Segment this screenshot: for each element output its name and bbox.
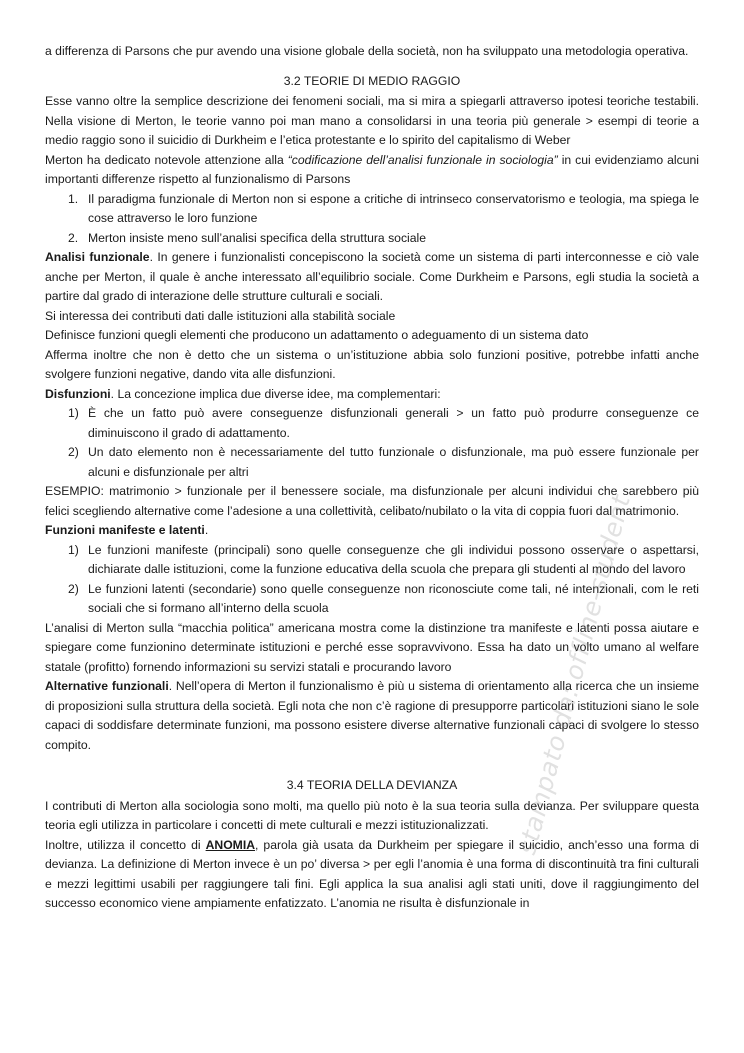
- paragraph-anomia: [45, 836, 699, 914]
- italic-quote: “codificazione dell’analisi funzionale in sociologia”: [287, 152, 558, 167]
- paragraph-analisi-funzionale: [45, 248, 699, 307]
- paragraph-codificazione: [45, 151, 699, 190]
- list-item: [45, 404, 699, 443]
- list-number: 2): [68, 581, 79, 596]
- paragraph-contributi: Si interessa dei contributi dati dalle istituzioni alla stabilità sociale: [45, 308, 396, 323]
- text-run: . In genere i funzionalisti concepiscono la società come un sistema di parti interconnesse e ciò vale anche per Merton, il quale è anche interessato all’equilibrio sociale. Come Durkheim e Parsons, egli studia la società a partire dal grado di interazione delle strutture culturali e sociali.: [45, 250, 700, 303]
- paragraph-devianza: I contributi di Merton alla sociologia sono molti, ma quello più noto è la sua teoria sulla devianza. Per sviluppare questa teoria egli utilizza in particolare i concetti di mete culturali e mezzi istituzionalizzati.: [45, 798, 699, 832]
- underlined-term: ANOMIA: [205, 837, 256, 852]
- list-text: Il paradigma funzionale di Merton non si espone a critiche di intrinseco conservatorismo e teologia, ma spiega le cose attraverso le loro funzione: [88, 191, 699, 225]
- document-page: [45, 42, 699, 914]
- paragraph-funzioni: Definisce funzioni quegli elementi che producono un adattamento o adeguamento di un sistema dato: [45, 328, 589, 342]
- bold-term: Funzioni manifeste e latenti: [45, 523, 205, 537]
- list-differenze: [45, 190, 699, 249]
- paragraph-esempio: ESEMPIO: matrimonio > funzionale per il benessere sociale, ma disfunzionale per alcuni individui che sarebbero più felici scegliendo alternative come l’adesione a una collettività, celibato/nubilato o la vita di coppia fuori dal matrimonio.: [45, 484, 699, 518]
- section-title-3-4: 3.4 TEORIA DELLA DEVIANZA: [286, 778, 458, 792]
- list-disfunzioni: [45, 404, 699, 482]
- text-run: Inoltre, utilizza il concetto di: [45, 837, 206, 852]
- list-text: Le funzioni manifeste (principali) sono quelle conseguenze che gli individui possono osservare o aspettarsi, dichiarate dalle istituzioni, come la funzione educativa della scuola che prepara gli studenti al mondo del lavoro: [88, 542, 699, 576]
- list-number: 2): [68, 445, 79, 459]
- text-run: in cui evidenziamo alcuni importanti differenze rispetto al funzionalismo di Parsons: [45, 152, 699, 186]
- paragraph-macchia-politica: L’analisi di Merton sulla “macchia politica” americana mostra come la distinzione tra manifeste e latenti possa aiutare e spiegare come funzionino determinate istituzioni e perché esse sopravvivono. Essa ha dato un volto umano al welfare statale (profitto) fornendo informazioni su servizi statali e procurando lavoro: [45, 620, 699, 674]
- text-run: .: [204, 523, 209, 537]
- watermark-text: stampato da: offline-student: [512, 491, 637, 858]
- list-number: 1): [68, 406, 79, 420]
- intro-paragraph: a differenza di Parsons che pur avendo una visione globale della società, non ha sviluppato una metodologia operativa.: [45, 44, 689, 58]
- list-item: [45, 190, 699, 229]
- bold-term: Alternative funzionali: [45, 679, 169, 693]
- text-run: . La concezione implica due diverse idee, ma complementari:: [110, 386, 441, 401]
- list-number: 2.: [68, 230, 79, 245]
- list-item: [45, 443, 699, 482]
- text-run: Merton ha dedicato notevole attenzione alla: [45, 152, 288, 167]
- paragraph-alternative-funzionali: [45, 677, 699, 755]
- section-title-3-2: 3.2 TEORIE DI MEDIO RAGGIO: [283, 73, 461, 88]
- bold-term: Disfunzioni: [45, 386, 111, 401]
- list-text: È che un fatto può avere conseguenze disfunzionali generali > un fatto può produrre conseguenze ce diminuiscono il grado di adattamento.: [88, 406, 699, 440]
- list-item: [45, 229, 699, 249]
- list-number: 1.: [68, 191, 79, 206]
- bold-term: Analisi funzionale: [45, 250, 150, 264]
- list-text: Le funzioni latenti (secondarie) sono quelle conseguenze non riconosciute come tali, né intenzionali, com le reti sociali che si formano all’interno della scuola: [88, 581, 699, 615]
- paragraph-disfunzioni: [45, 385, 699, 405]
- list-text: Merton insiste meno sull’analisi specifica della struttura sociale: [88, 230, 427, 245]
- paragraph-medio-raggio: Esse vanno oltre la semplice descrizione dei fenomeni sociali, ma si mira a spiegarli attraverso ipotesi teoriche testabili. Nella visione di Merton, le teorie vanno poi man mano a consolidarsi in una teoria più generale > esempi di teorie a medio raggio sono il suicidio di Durkheim e l’etica protestante e lo spirito del capitalismo di Weber: [45, 94, 699, 147]
- text-run: , parola già usata da Durkheim per spiegare il suicidio, anch’esso una forma di devianza. La definizione di Merton invece è un po’ diversa > per egli l’anomia è una forma di discontinuità tra fini culturali e mezzi legittimi usabili per raggiungere tali fini. Egli applica la sua analisi agli stati uniti, dove il raggiungimento del successo economico viene ampiamente enfatizzato. L’anomia ne risulta è disfunzionale in: [45, 837, 699, 910]
- paragraph-afferma: Afferma inoltre che non è detto che un sistema o un’istituzione abbia solo funzioni positive, potrebbe infatti anche svolgere funzioni negative, dando vita alle disfunzioni.: [45, 347, 699, 381]
- list-number: 1): [68, 542, 79, 557]
- list-text: Un dato elemento non è necessariamente del tutto funzionale o disfunzionale, ma può essere funzionale per alcuni e disfunzionale per altri: [88, 445, 699, 479]
- text-run: . Nell’opera di Merton il funzionalismo è più u sistema di orientamento alla ricerca che un insieme di proposizioni sulla struttura della società. Egli nota che non c’è ragione di presupporre particolari istituzioni siano le sole capaci di soddisfare determinate funzioni, ma possono esistere diverse alternative funzionali capaci di svolgere lo stesso compito.: [45, 679, 699, 752]
